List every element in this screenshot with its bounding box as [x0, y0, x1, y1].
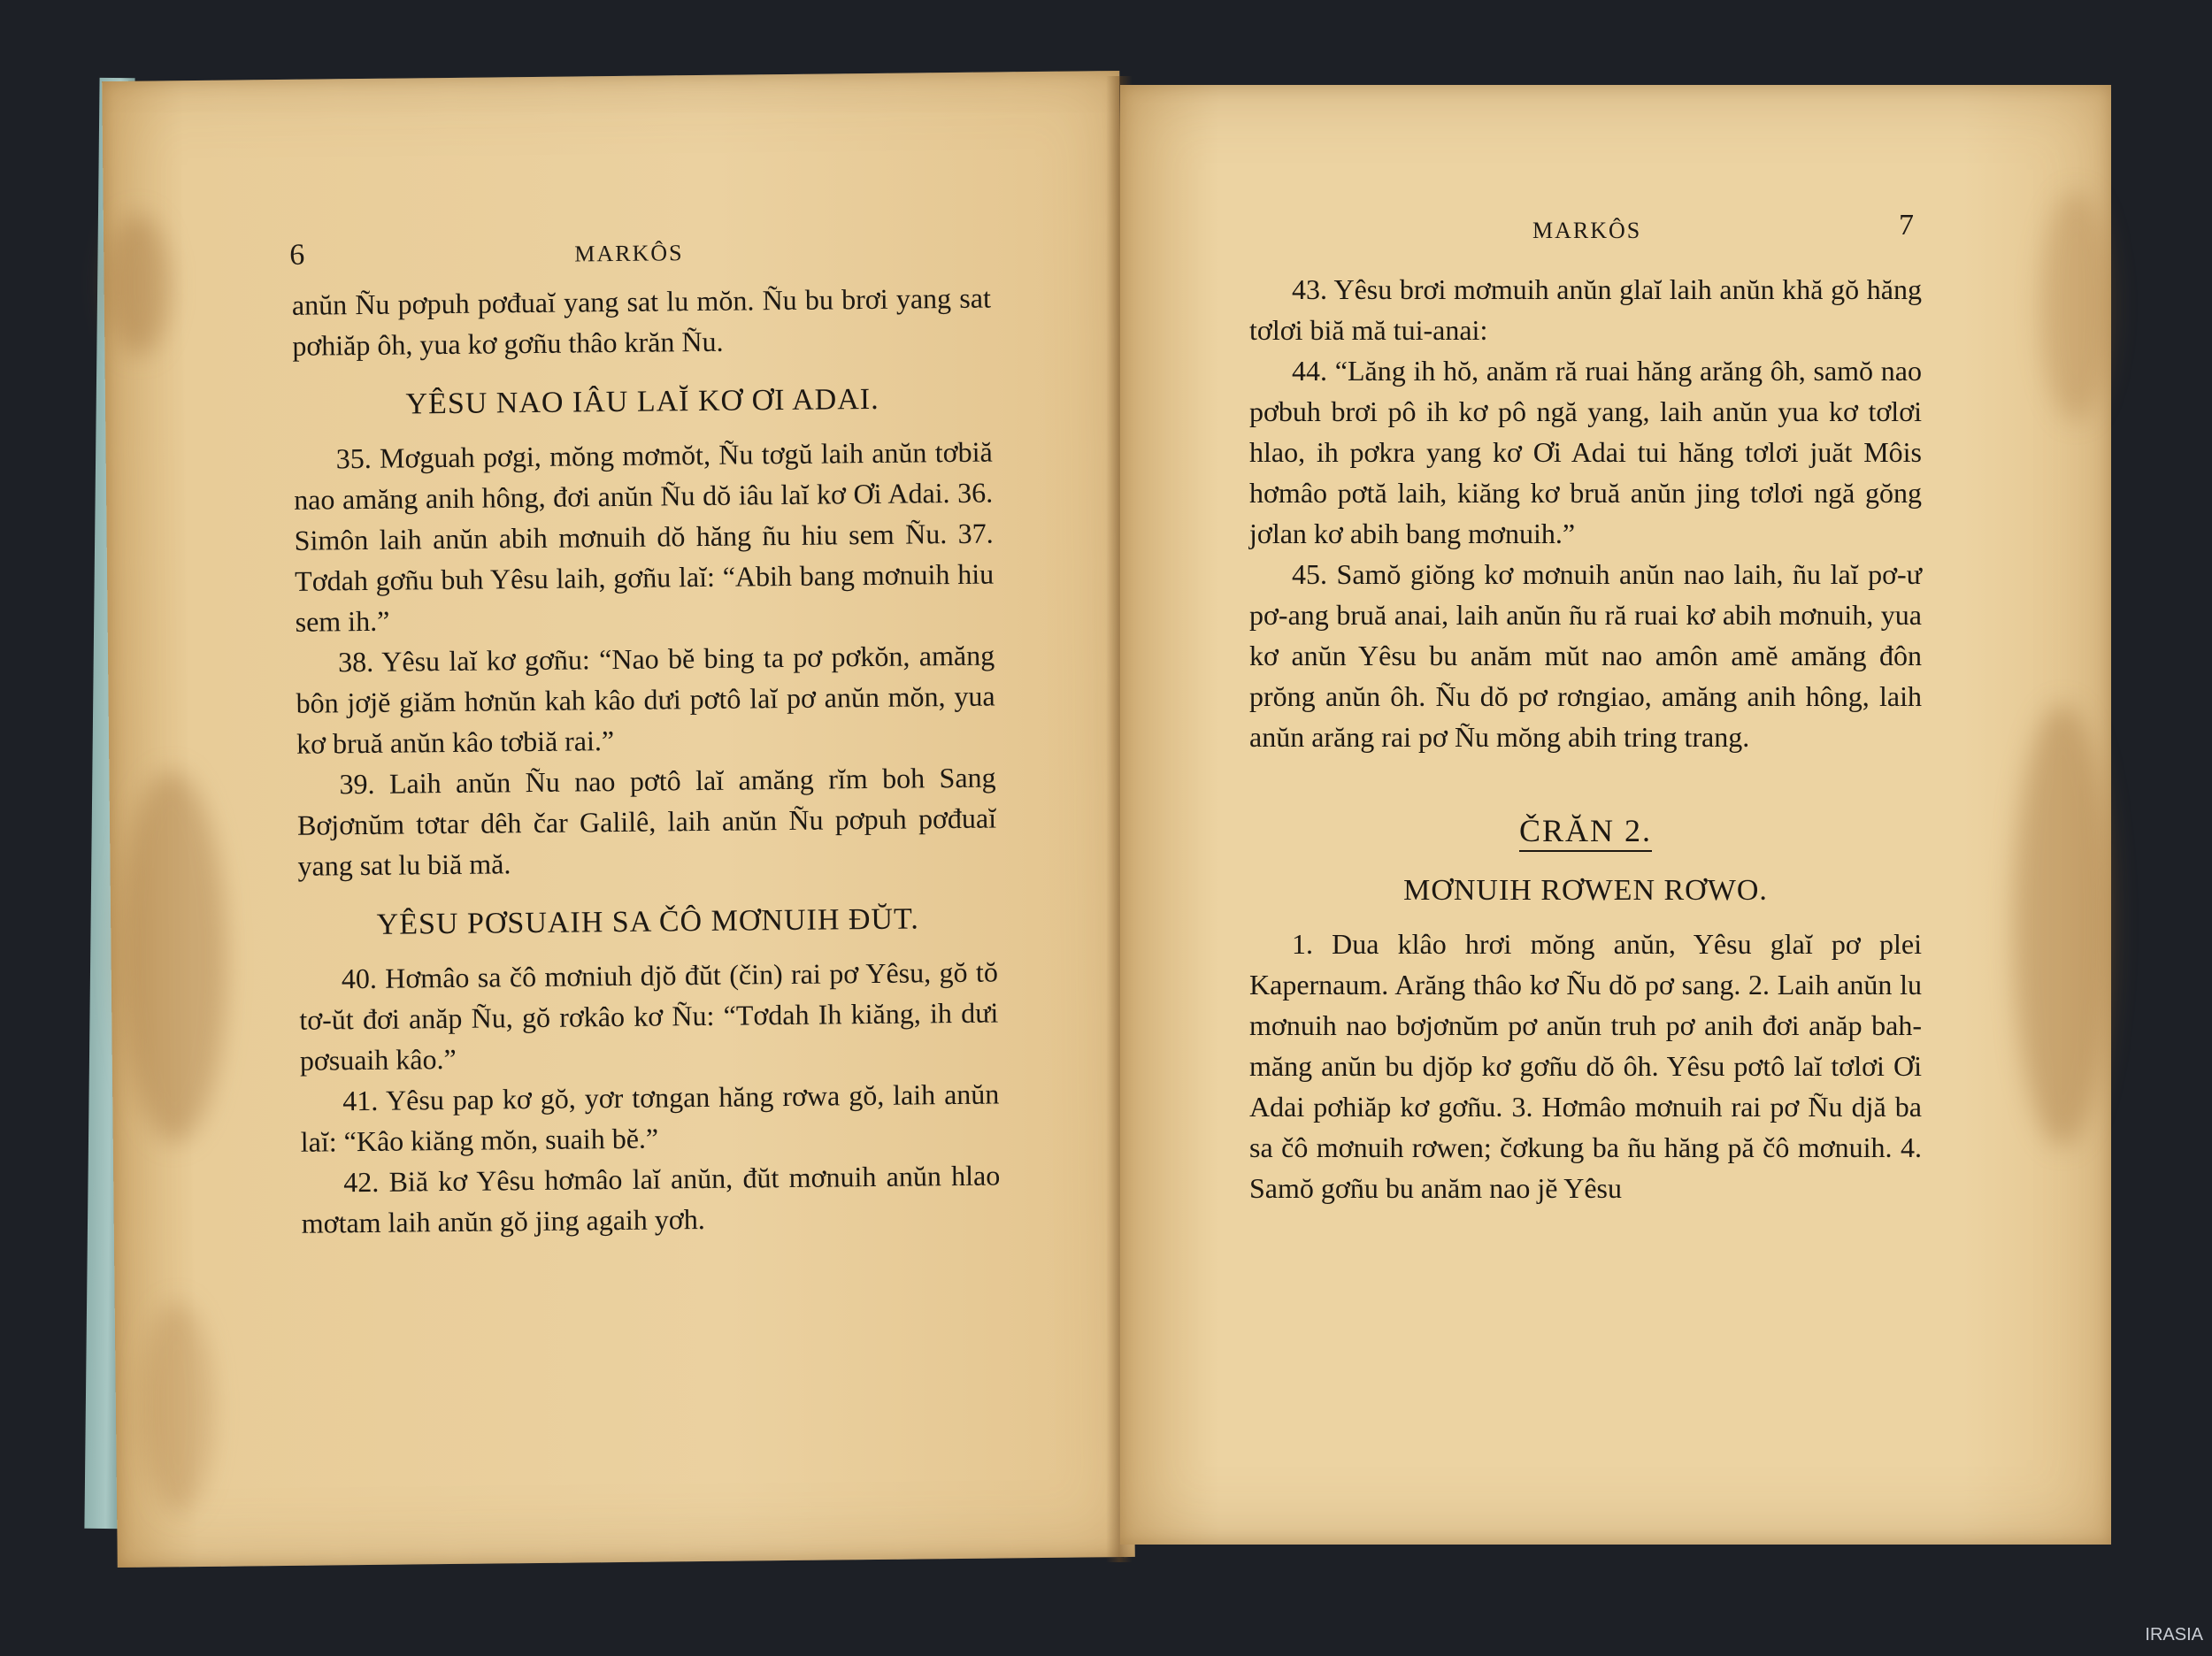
section-heading: YÊSU NAO IÂU LAĬ KƠ ƠI ADAI. — [405, 382, 879, 421]
section-heading: YÊSU PƠSUAIH SA ČÔ MƠNUIH ĐŬT. — [376, 902, 919, 941]
verse-paragraph: 45. Samŏ giŏng kơ mơnuih anŭn nao laih, ñu laĭ pơ-ư pơ-ang bruă anai, laih anŭn ñu ră ruai kơ abih mơnuih, yua kơ anŭn Yêsu bu anăm mŭt nao amôn amĕ amăng đôn prŏng anŭn ôh. Ñu dŏ pơ rơngiao, amăng anih hông, laih anŭn arăng rai pơ Ñu mŏng abih tring trang. — [1249, 558, 1922, 753]
right-page — [1120, 85, 2111, 1545]
section-heading: MƠNUIH RƠWEN RƠWO. — [1403, 874, 1768, 907]
stain — [2040, 191, 2111, 421]
page-number: 6 — [289, 238, 305, 272]
verse-paragraph: 44. “Lăng ih hŏ, anăm ră ruai hăng arăng ôh, samŏ nao pơbuh brơi pô ih kơ pô ngă yang, laih anŭn yua kơ tơlơi hlao, ih pơkra yang kơ Ơi Adai tui hăng tơlơi juăt Môis hơmâo pơtă laih, kiăng kơ bruă anŭn jing tơlơi ngă gŏng jơlan kơ abih bang mơnuih.” — [1249, 355, 1922, 549]
verse-paragraph: 39. Laih anŭn Ñu nao pơtô laĭ amăng rĭm boh Sang Bơjơnŭm tơtar dêh čar Galilê, laih anŭn Ñu pơpuh pơđuaĭ yang sat lu biă mă. — [296, 761, 997, 882]
page-number: 7 — [1899, 209, 1914, 242]
stain — [2014, 704, 2111, 1146]
verse-paragraph: 43. Yêsu brơi mơmuih anŭn glaĭ laih anŭn khă gŏ hăng tơlơi biă mă tui-anai: — [1249, 273, 1922, 346]
verse-paragraph: 41. Yêsu pap kơ gŏ, yơr tơngan hăng rơwa gŏ, laih anŭn laĭ: “Kâo kiăng mŏn, suaih bĕ.” — [300, 1077, 1000, 1158]
right-page-text — [1249, 269, 1922, 1208]
stain — [118, 770, 227, 1143]
stain — [107, 213, 171, 356]
verse-paragraph: 38. Yêsu laĭ kơ gơñu: “Nao bĕ bing ta pơ pơkŏn, amăng bôn jơjĕ giăm hơnŭn kah kâo dưi pơtô laĭ pơ anŭn mŏn, yua kơ bruă anŭn kâo tơbiă rai.” — [296, 639, 995, 760]
running-head: MARKÔS — [574, 240, 684, 267]
chapter-heading-text: ČRĂN 2. — [1519, 813, 1652, 852]
running-head: MARKÔS — [1532, 218, 1642, 243]
watermark: IRASIA — [2145, 1625, 2203, 1644]
verse-paragraph: 1. Dua klâo hrơi mŏng anŭn, Yêsu glaĭ pơ plei Kapernaum. Arăng thâo kơ Ñu dŏ pơ sang. 2. Laih anŭn lu mơnuih nao bơjơnŭm pơ anŭn truh pơ anih đơi anăp bah-măng anŭn bu djŏp kơ gơñu dŏ ôh. Yêsu pơtô laĭ tơlơi Ơi Adai pơhiăp kơ gơñu. 3. Hơmâo mơnuih rai pơ Ñu djă ba sa čô mơnuih rơwen; čơkung ba ñu hăng pă čô mơnuih. 4. Samŏ gơñu bu anăm nao jĕ Yêsu — [1249, 928, 1922, 1204]
verse-paragraph: 40. Hơmâo sa čô mơniuh djŏ đŭt (čin) rai pơ Yêsu, gŏ tŏ tơ-ŭt đơi anăp Ñu, gŏ rơkâo kơ Ñu: “Tơdah Ih kiăng, ih dưi pơsuaih kâo.” — [299, 955, 999, 1077]
left-page — [102, 71, 1135, 1568]
chapter-heading — [1249, 810, 1922, 851]
verse-paragraph: 35. Mơguah pơgi, mŏng mơmŏt, Ñu tơgŭ laih anŭn tơbiă nao amăng anih hông, đơi anŭn Ñu dŏ iâu laĭ kơ Ơi Adai. 36. Simôn laih anŭn abih mơnuih dŏ hăng ñu hiu sem Ñu. 37. Tơdah gơñu buh Yêsu laih, gơñu laĭ: “Abih bang mơnuih hiu sem ih.” — [294, 435, 995, 638]
stain — [142, 1301, 215, 1514]
verse-paragraph: anŭn Ñu pơpuh pơđuaĭ yang sat lu mŏn. Ñu bu brơi yang sat pơhiăp ôh, yua kơ gơñu thâo krăn Ñu. — [291, 281, 992, 362]
left-page-text — [292, 278, 1001, 1244]
verse-paragraph: 42. Biă kơ Yêsu hơmâo laĭ anŭn, đŭt mơnuih anŭn hlao mơtam laih anŭn gŏ jing agaih yơh. — [301, 1159, 1001, 1239]
